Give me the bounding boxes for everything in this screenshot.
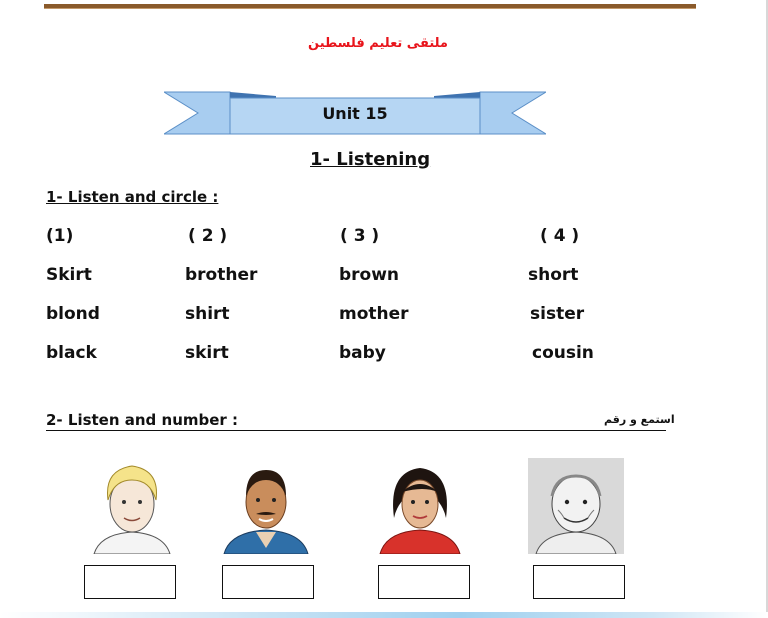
arabic-header: ملتقى تعليم فلسطين (308, 36, 448, 51)
word-option[interactable]: black (46, 343, 97, 363)
column-number: ( 3 ) (340, 226, 380, 246)
answer-box[interactable] (222, 565, 314, 599)
answer-box[interactable] (533, 565, 625, 599)
top-rule (44, 4, 696, 9)
column-number: ( 2 ) (188, 226, 228, 246)
word-option[interactable]: mother (339, 304, 409, 324)
word-option[interactable]: short (528, 265, 579, 285)
answer-box[interactable] (378, 565, 470, 599)
exercise2-heading: 2- Listen and number : (46, 411, 239, 429)
word-option[interactable]: sister (530, 304, 585, 324)
word-option[interactable]: brother (185, 265, 258, 285)
heading-underline (46, 430, 666, 431)
word-option[interactable]: Skirt (46, 265, 92, 285)
exercise1-heading: 1- Listen and circle : (46, 188, 219, 206)
answer-box[interactable] (84, 565, 176, 599)
word-option[interactable]: shirt (185, 304, 230, 324)
section-title: 1- Listening (310, 149, 431, 170)
banner-title: Unit 15 (322, 104, 388, 123)
grandmother-portrait (84, 458, 180, 554)
column-number: ( 4 ) (540, 226, 580, 246)
grandfather-portrait (528, 458, 624, 554)
mother-portrait (372, 458, 468, 554)
word-option[interactable]: skirt (185, 343, 229, 363)
word-option[interactable]: brown (339, 265, 400, 285)
word-option[interactable]: baby (339, 343, 386, 363)
father-portrait (218, 458, 314, 554)
word-option[interactable]: cousin (532, 343, 594, 363)
word-option[interactable]: blond (46, 304, 100, 324)
column-number: (1) (46, 226, 74, 246)
bottom-edge-bar (0, 612, 768, 618)
arabic-instruction: استمع و رقم (604, 413, 675, 426)
